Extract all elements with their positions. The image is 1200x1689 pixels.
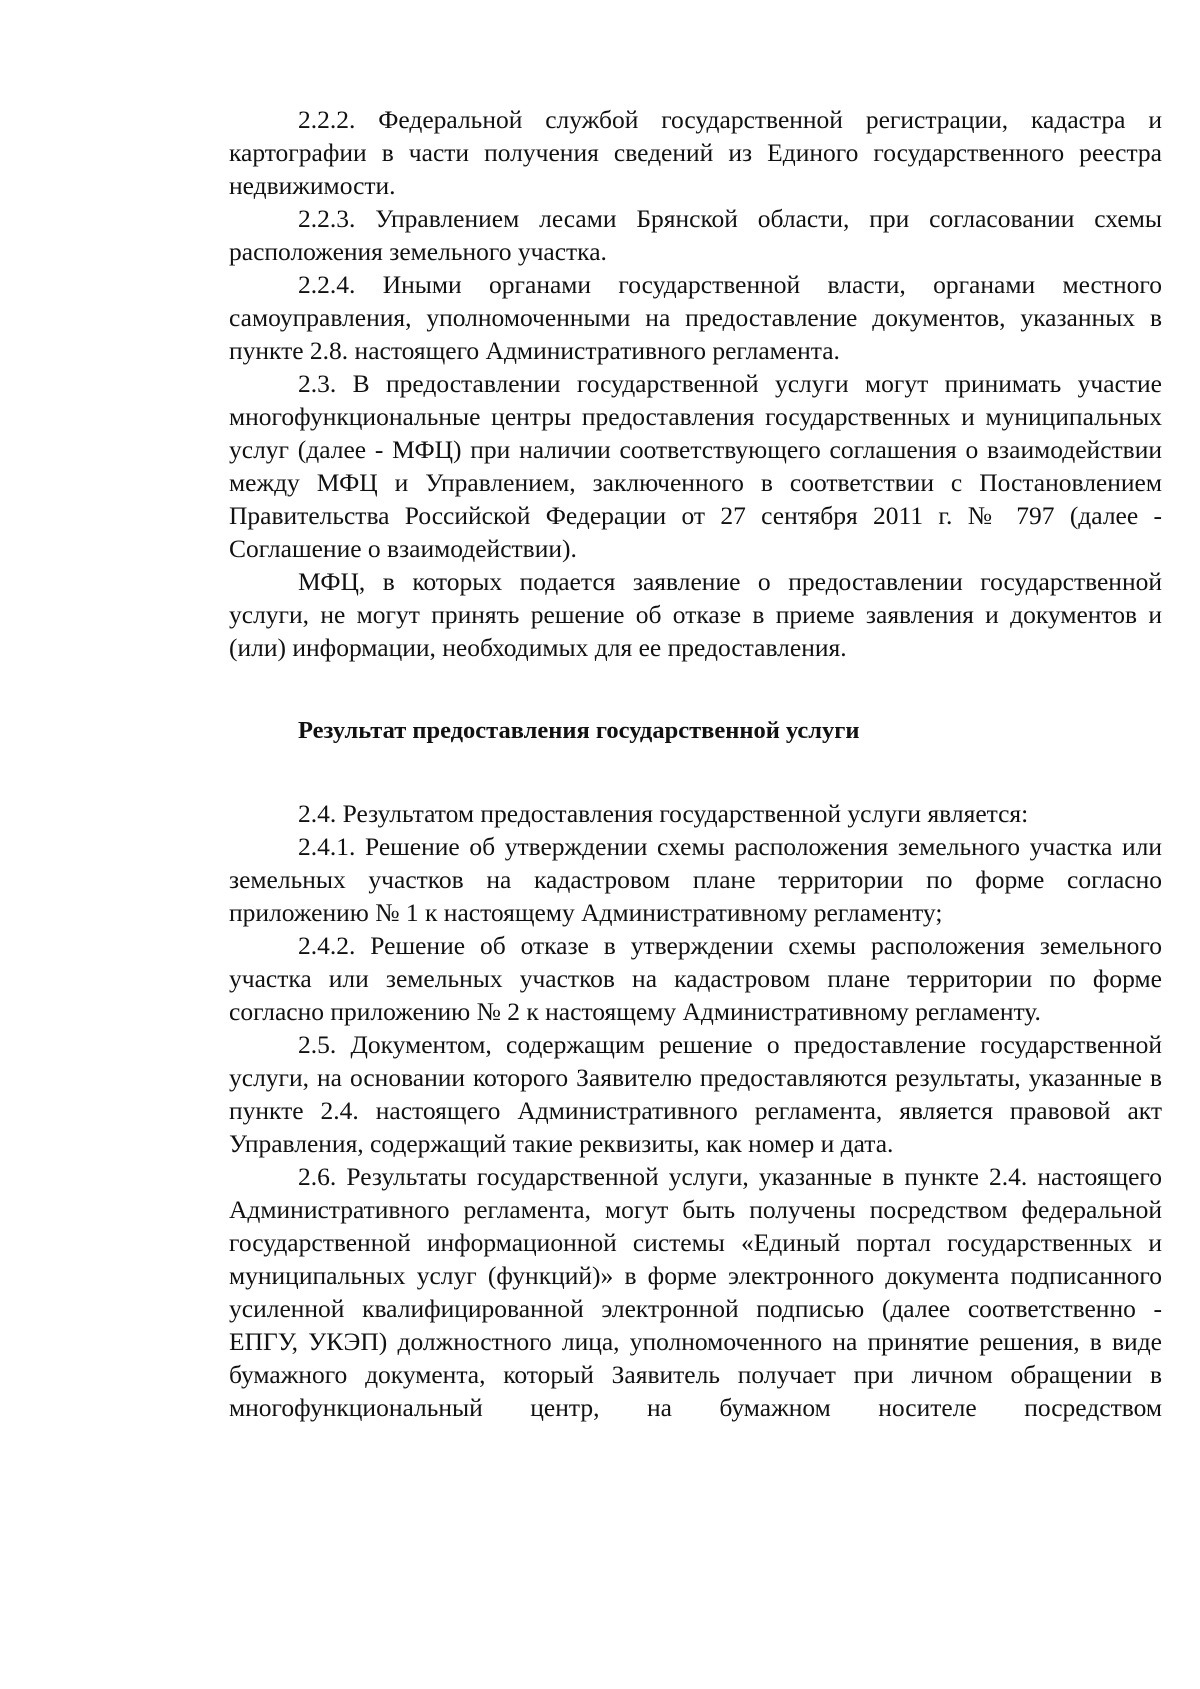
paragraph-2-4-1: 2.4.1. Решение об утверждении схемы расположения земельного участка или земельных участков на кадастровом плане территории по форме согласно приложению № 1 к настоящему Административному регламенту; [229, 832, 1162, 927]
paragraph-2-2-4: 2.2.4. Иными органами государственной власти, органами местного самоуправления, уполномоченными на предоставление документов, указанных в пункте 2.8. настоящего Административного регламента. [229, 270, 1162, 365]
spacer [229, 747, 1162, 797]
paragraph-2-2-3: 2.2.3. Управлением лесами Брянской области, при согласовании схемы расположения земельного участка. [229, 204, 1162, 266]
document-body [229, 103, 1162, 1424]
section-heading: Результат предоставления государственной услуги [298, 717, 860, 744]
paragraph-mfc: МФЦ, в которых подается заявление о предоставлении государственной услуги, не могут принять решение об отказе в приеме заявления и документов и (или) информации, необходимых для ее предоставления. [229, 567, 1162, 662]
spacer [229, 664, 1162, 714]
paragraph-2-3: 2.3. В предоставлении государственной услуги могут принимать участие многофункциональные центры предоставления государственных и муниципальных услуг (далее - МФЦ) при наличии соответствующего соглашения о взаимодействии между МФЦ и Управлением, заключенного в соответствии с Постановлением Правительства Российской Федерации от 27 сентября 2011 г. № 797 (далее - Соглашение о взаимодействии). [229, 369, 1162, 563]
paragraph-2-4: 2.4. Результатом предоставления государственной услуги является: [298, 799, 1029, 828]
paragraph-2-4-2: 2.4.2. Решение об отказе в утверждении схемы расположения земельного участка или земельных участков на кадастровом плане территории по форме согласно приложению № 2 к настоящему Административному регламенту. [229, 931, 1162, 1026]
paragraph-2-5: 2.5. Документом, содержащим решение о предоставление государственной услуги, на основании которого Заявителю предоставляются результаты, указанные в пункте 2.4. настоящего Административного регламента, является правовой акт Управления, содержащий такие реквизиты, как номер и дата. [229, 1030, 1162, 1158]
paragraph-2-6: 2.6. Результаты государственной услуги, указанные в пункте 2.4. настоящего Административного регламента, могут быть получены посредством федеральной государственной информационной системы «Единый портал государственных и муниципальных услуг (функций)» в форме электронного документа подписанного усиленной квалифицированной электронной подписью (далее соответственно - ЕПГУ, УКЭП) должностного лица, уполномоченного на принятие решения, в виде бумажного документа, который Заявитель получает при личном обращении в многофункциональный центр, на бумажном носителе посредством [229, 1162, 1162, 1422]
paragraph-2-2-2: 2.2.2. Федеральной службой государственной регистрации, кадастра и картографии в части получения сведений из Единого государственного реестра недвижимости. [229, 105, 1162, 200]
